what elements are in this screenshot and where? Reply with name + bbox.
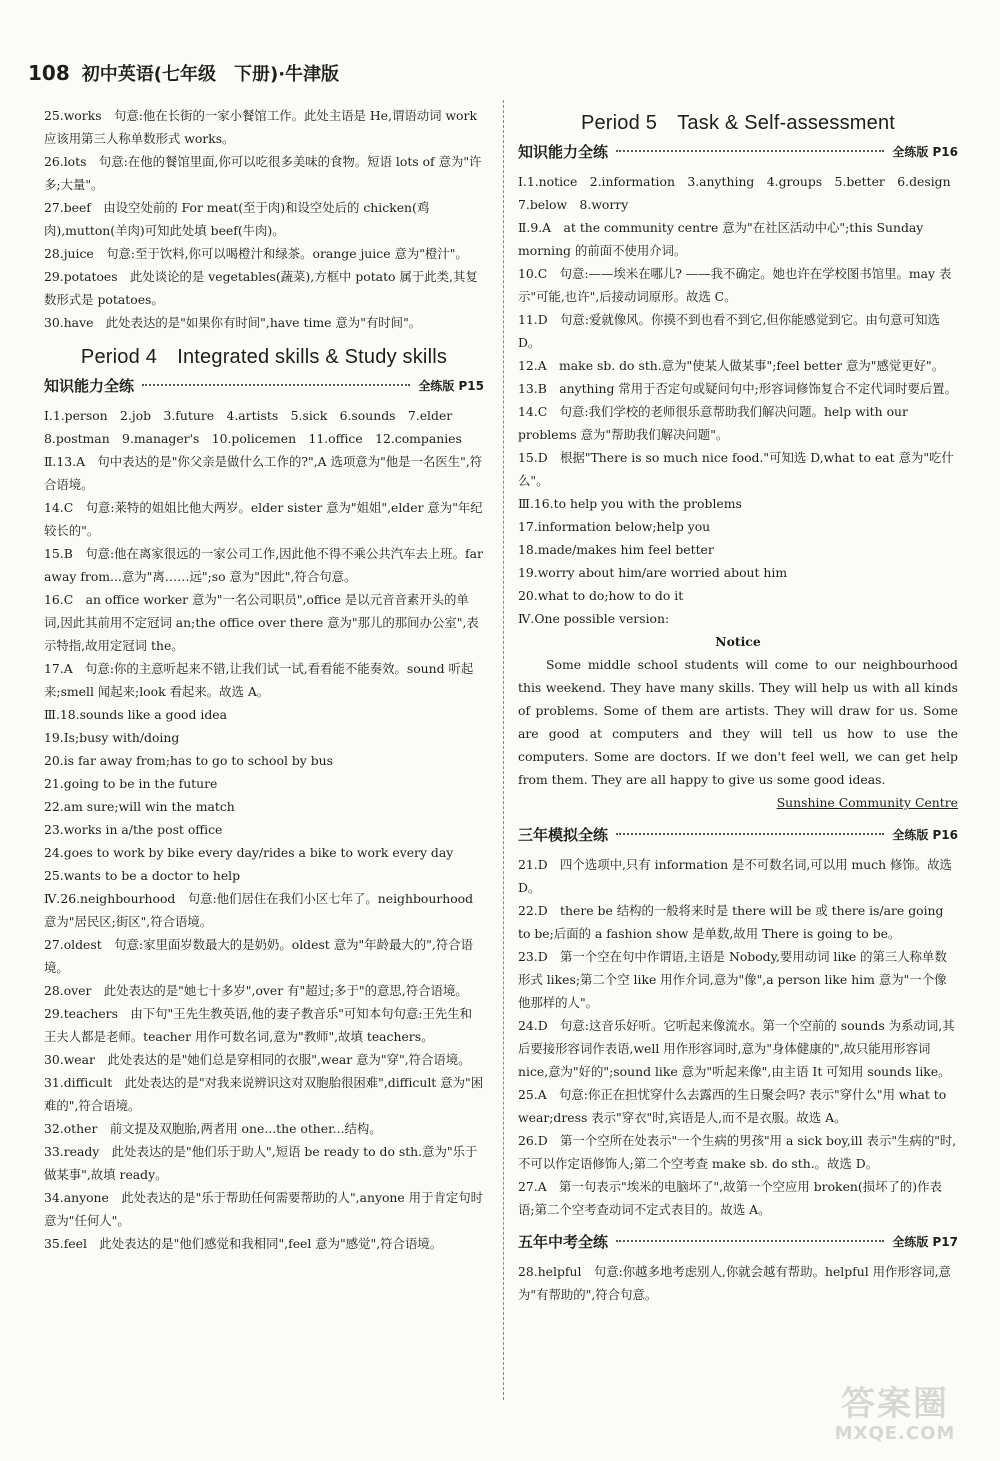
notice-signature: Sunshine Community Centre (776, 795, 958, 810)
answer-entry: Ⅰ.1.notice 2.information 3.anything 4.groups 5.better 6.design (518, 174, 951, 189)
section-page-ref: 全练版 P16 (892, 828, 958, 842)
answer-entry: Ⅳ.One possible version: (518, 611, 670, 626)
section-page-ref: 全练版 P15 (418, 379, 484, 393)
dotted-leader (616, 1240, 884, 1242)
period4-section-header (44, 375, 484, 398)
answer-entry: 27.oldest 句意:家里面岁数最大的是奶奶。oldest 意为"年龄最大的",符合语境。 (44, 937, 473, 975)
answer-entry: Ⅰ.1.person 2.job 3.future 4.artists 5.sick 6.sounds 7.elder (44, 408, 453, 423)
answer-entry: 7.below 8.worry (518, 197, 629, 212)
answer-entry: 15.B 句意:他在离家很远的一家公司工作,因此他不得不乘公共汽车去上班。far away from...意为"离……远";so 意为"因此",符合句意。 (44, 546, 483, 584)
answer-entry: 14.C 句意:莱特的姐姐比他大两岁。elder sister 意为"姐姐",elder 意为"年纪较长的"。 (44, 500, 483, 538)
answer-entry: 22.D there be 结构的一般将来时是 there will be 或 there is/are going to be;后面的 a fashion show 是单数,故用 There is going to be。 (518, 903, 944, 941)
answer-entry: 25.wants to be a doctor to help (44, 868, 241, 883)
page-number: 108 (28, 61, 70, 85)
answer-entry: 16.C an office worker 意为"一名公司职员",office 是以元音音素开头的单词,因此其前用不定冠词 an;the office over there 意为"那儿的那间办公室",表示特指,故用定冠词 the。 (44, 592, 479, 653)
dotted-leader (142, 384, 410, 386)
answer-entry: 24.goes to work by bike every day/rides a bike to work every day (44, 845, 454, 860)
answer-entry: 30.wear 此处表达的是"她们总是穿相同的衣服",wear 意为"穿",符合语境。 (44, 1052, 471, 1067)
answer-entry: 22.am sure;will win the match (44, 799, 235, 814)
answer-entry: 26.lots 句意:在他的餐馆里面,你可以吃很多美味的食物。短语 lots of 意为"许多;大量"。 (44, 154, 482, 192)
answer-entry: Ⅲ.16.to help you with the problems (518, 496, 742, 511)
answer-entry: 24.D 句意:这音乐好听。它听起来像流水。第一个空前的 sounds 为系动词,其后要接形容词作表语,well 用作形容词时,意为"身体健康的",故只能用形容词 nice,意为"好的";sound like 意为"听起来像",由主语 It 可知用 sounds like。 (518, 1018, 955, 1079)
answer-entry: 18.made/makes him feel better (518, 542, 714, 557)
answer-entry: 28.helpful 句意:你越多地考虑别人,你就会越有帮助。helpful 用作形容词,意为"有帮助的",符合句意。 (518, 1264, 951, 1302)
answer-entry: 25.A 句意:你正在担忧穿什么去露西的生日聚会吗? 表示"穿什么"用 what to wear;dress 表示"穿衣"时,宾语是人,而不是衣服。故选 A。 (518, 1087, 947, 1125)
answer-entry: 10.C 句意:——埃米在哪儿? ——我不确定。她也许在学校图书馆里。may 表示"可能,也许",后接动词原形。故选 C。 (518, 266, 952, 304)
period3-answers (44, 104, 484, 334)
answer-entry: 29.potatoes 此处谈论的是 vegetables(蔬菜),方框中 potato 属于此类,其复数形式是 potatoes。 (44, 269, 478, 307)
period5-title: Period 5 Task & Self-assessment (580, 112, 896, 134)
notice-title: Notice (715, 634, 761, 649)
right-column (518, 112, 958, 1306)
answer-entry: 27.A 第一句表示"埃米的电脑坏了",故第一个空应用 broken(损坏了的)作表语;第二个空考查动词不定式表目的。故选 A。 (518, 1179, 942, 1217)
answer-entry: 29.teachers 由下句"王先生教英语,他的妻子教音乐"可知本句句意:王先生和王夫人都是老师。teacher 用作可数名词,意为"教师",故填 teachers。 (44, 1006, 472, 1044)
answer-entry: 17.A 句意:你的主意听起来不错,让我们试一试,看看能不能奏效。sound 听起来;smell 闻起来;look 看起来。故选 A。 (44, 661, 474, 699)
section1-answers (518, 170, 958, 630)
answer-entry: 19.Is;busy with/doing (44, 730, 180, 745)
answer-entry: 21.D 四个选项中,只有 information 是不可数名词,可以用 much 修饰。故选 D。 (518, 857, 952, 895)
left-column (44, 104, 484, 1255)
section2-answers (518, 853, 958, 1221)
period4-title: Period 4 Integrated skills & Study skills (80, 346, 448, 368)
answer-entry: Ⅳ.26.neighbourhood 句意:他们居住在我们小区七年了。neighbourhood 意为"居民区;街区",符合语境。 (44, 891, 474, 929)
answer-entry: 28.juice 句意:至于饮料,你可以喝橙汁和绿茶。orange juice 意为"橙汁"。 (44, 246, 468, 261)
answer-entry: 23.works in a/the post office (44, 822, 223, 837)
answer-entry: 13.B anything 常用于否定句或疑问句中;形容词修饰复合不定代词时要后置。 (518, 381, 958, 396)
answer-entry: 31.difficult 此处表达的是"对我来说辨识这对双胞胎很困难",difficult 意为"困难的",符合语境。 (44, 1075, 484, 1113)
answer-entry: 26.D 第一个空所在处表示"一个生病的男孩"用 a sick boy,ill 表示"生病的"时,不可以作定语修饰人;第二个空考查 make sb. do sth.。故选 D。 (518, 1133, 957, 1171)
answer-entry: 34.anyone 此处表达的是"乐于帮助任何需要帮助的人",anyone 用于肯定句时意为"任何人"。 (44, 1190, 484, 1228)
answer-entry: 20.what to do;how to do it (518, 588, 684, 603)
answer-entry: 27.beef 由设空处前的 For meat(至于肉)和设空处后的 chicken(鸡肉),mutton(羊肉)可知此处填 beef(牛肉)。 (44, 200, 430, 238)
section2-header (518, 824, 958, 847)
page-header (28, 60, 339, 86)
section-name: 知识能力全练 (518, 143, 609, 161)
answer-entry: 32.other 前文提及双胞胎,两者用 one...the other...结构。 (44, 1121, 382, 1136)
answer-entry: Ⅱ.13.A 句中表达的是"你父亲是做什么工作的?",A 选项意为"他是一名医生",符合语境。 (44, 454, 483, 492)
section-page-ref: 全练版 P17 (892, 1235, 958, 1249)
answer-entry: 25.works 句意:他在长街的一家小餐馆工作。此处主语是 He,谓语动词 work 应该用第三人称单数形式 works。 (44, 108, 477, 146)
answer-entry: 28.over 此处表达的是"她七十多岁",over 有"超过;多于"的意思,符合语境。 (44, 983, 468, 998)
answer-entry: 21.going to be in the future (44, 776, 218, 791)
watermark-logo-text: 答案圈 (841, 1383, 949, 1424)
answer-entry: Ⅲ.18.sounds like a good idea (44, 707, 227, 722)
answer-entry: 11.D 句意:爱就像风。你摸不到也看不到它,但你能感觉到它。由句意可知选 D。 (518, 312, 940, 350)
section1-header (518, 141, 958, 164)
answer-entry: 20.is far away from;has to go to school by bus (44, 753, 334, 768)
answer-entry: 23.D 第一个空在句中作谓语,主语是 Nobody,要用动词 like 的第三人称单数形式 likes;第二个空 like 用作介词,意为"像",a person like him 意为"一个像他那样的人"。 (518, 949, 947, 1010)
answer-entry: 14.C 句意:我们学校的老师很乐意帮助我们解决问题。help with our problems 意为"帮助我们解决问题"。 (518, 404, 908, 442)
period4-answers (44, 404, 484, 1255)
dotted-leader (616, 833, 884, 835)
dotted-leader (616, 150, 884, 152)
answer-entry: Ⅱ.9.A at the community centre 意为"在社区活动中心";this Sunday morning 的前面不使用介词。 (518, 220, 924, 258)
section-name: 知识能力全练 (44, 377, 135, 395)
watermark-url: MXQE.COM (834, 1422, 956, 1444)
notice-body: Some middle school students will come to our neighbourhood this weekend. They have many skills. They will help us with all kinds of problems. Some of them are artists. They will draw for us. Some are good at computers and they will tell us how to use the computers. Some are doctors. If we don't feel well, we can get help from them. They are all happy to give us some good ideas. (518, 657, 958, 787)
site-watermark (820, 1379, 970, 1449)
answer-entry: 17.information below;help you (518, 519, 711, 534)
answer-entry: 12.A make sb. do sth.意为"使某人做某事";feel better 意为"感觉更好"。 (518, 358, 945, 373)
section-name: 五年中考全练 (518, 1233, 609, 1251)
section3-header (518, 1231, 958, 1254)
answer-entry: 35.feel 此处表达的是"他们感觉和我相同",feel 意为"感觉",符合语境。 (44, 1236, 443, 1251)
answer-entry: 30.have 此处表达的是"如果你有时间",have time 意为"有时间"。 (44, 315, 422, 330)
section-name: 三年模拟全练 (518, 826, 609, 844)
answer-entry: 15.D 根据"There is so much nice food."可知选 D,what to eat 意为"吃什么"。 (518, 450, 954, 488)
answer-entry: 8.postman 9.manager's 10.policemen 11.office 12.companies (44, 431, 462, 446)
answer-entry: 33.ready 此处表达的是"他们乐于助人",短语 be ready to do sth.意为"乐于做某事",故填 ready。 (44, 1144, 478, 1182)
section-page-ref: 全练版 P16 (892, 145, 958, 159)
answer-entry: 19.worry about him/are worried about him (518, 565, 788, 580)
section3-answers (518, 1260, 958, 1306)
column-divider (503, 100, 504, 1400)
book-title: 初中英语(七年级 下册)·牛津版 (81, 64, 340, 85)
